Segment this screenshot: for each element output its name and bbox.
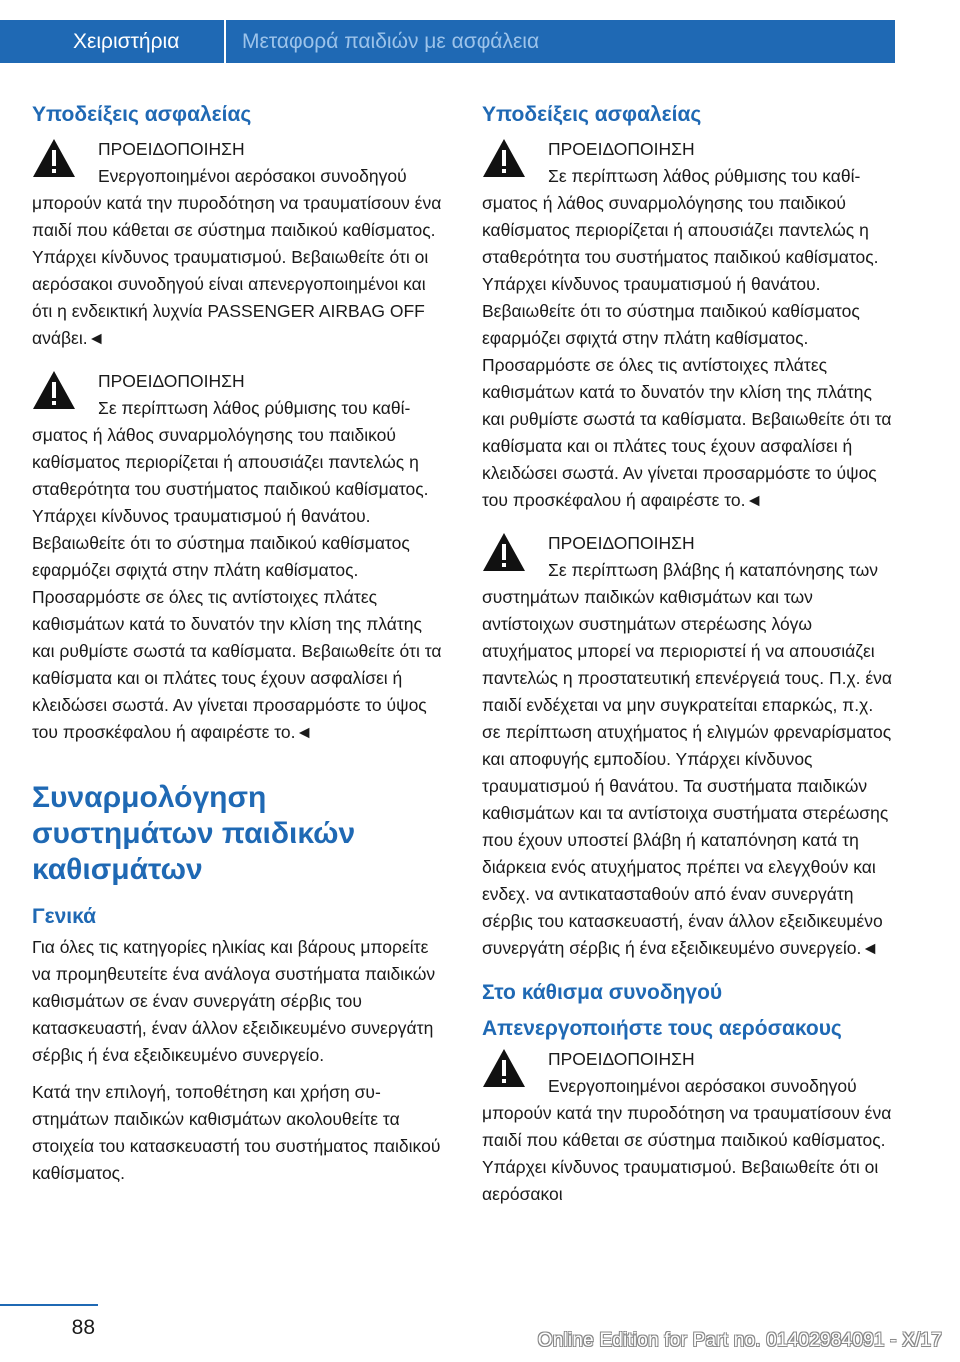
warning-triangle-icon xyxy=(482,1048,526,1088)
left-column xyxy=(32,100,444,1197)
warning-text: Σε περίπτωση λάθος ρύθμισης του καθίσματος ή λάθος συναρμολόγησης του παιδικού καθίσματος περιορίζεται ή απουσιάζει παντελώς η σταθερότητα του συστήματος παιδικού καθίσματος. Υπάρχει κίνδυνος τραυματισμού ή θανάτου. Βεβαιωθείτε ότι το σύστημα παιδικού καθίσματος εφαρμόζει σφιχτά στην πλάτη καθίσματος. Προσαρμόστε σε όλες τις αντίστοιχες πλάτες καθισμάτων κατά το δυνατόν την κλίση της πλάτης και ρυθμίστε σωστά τα καθίσματα. Βεβαιωθείτε ότι τα καθίσματα και οι πλάτες τους έχουν ασφαλίσει ή κλειδώσει σωστά. Αν γίνεται προσαρμόστε το ύψος του προσκέφαλου ή αφαιρέστε το.◄ xyxy=(482,166,892,510)
footer-rule xyxy=(0,1304,98,1306)
warning-text: Σε περίπτωση λάθος ρύθμισης του καθίσματος ή λάθος συναρμολόγησης του παιδικού καθίσματος περιορίζεται ή απουσιάζει παντελώς η σταθερότητα του συστήματος παιδικού καθίσματος. Υπάρχει κίνδυνος τραυματισμού ή θανάτου. Βεβαιωθείτε ότι το σύστημα παιδικού καθίσματος εφαρμόζει σφιχτά στην πλάτη καθίσματος. Προσαρμόστε σε όλες τις αντίστοιχες πλάτες καθισμάτων κατά το δυνατόν την κλίση της πλάτης και ρυθμίστε σωστά τα καθίσματα. Βεβαιωθείτε ότι τα καθίσματα και οι πλάτες τους έχουν ασφαλίσει ή κλειδώσει σωστά. Αν γίνεται προσαρμόστε το ύψος του προσκέφαλου ή αφαιρέστε το.◄ xyxy=(32,398,442,742)
header-divider xyxy=(224,20,226,63)
deactivate-airbags-heading: Απενεργοποιήστε τους αερόσακους xyxy=(482,1017,842,1040)
warning-triangle-icon xyxy=(32,138,76,178)
warning-label: ΠΡΟΕΙΔΟΠΟΙΗΣΗ xyxy=(548,139,695,159)
tab-controls[interactable]: Χειριστήρια xyxy=(73,30,180,53)
warning-label: ΠΡΟΕΙΔΟΠΟΙΗΣΗ xyxy=(548,533,695,553)
breadcrumb[interactable]: Μεταφορά παιδιών με ασφάλεια xyxy=(242,30,540,53)
warning-block xyxy=(482,136,894,514)
warning-block xyxy=(482,1046,894,1208)
edition-watermark: Online Edition for Part no. 01402984091 - X/17 xyxy=(537,1330,942,1351)
safety-notes-heading: Υποδείξεις ασφαλείας xyxy=(32,103,252,126)
safety-notes-heading: Υποδείξεις ασφαλείας xyxy=(482,103,702,126)
header-bar xyxy=(0,20,895,63)
right-column xyxy=(482,100,894,1224)
warning-label: ΠΡΟΕΙΔΟΠΟΙΗΣΗ xyxy=(98,139,245,159)
passenger-seat-heading: Στο κάθισμα συνοδηγού xyxy=(482,981,723,1004)
warning-triangle-icon xyxy=(32,370,76,410)
warning-label: ΠΡΟΕΙΔΟΠΟΙΗΣΗ xyxy=(98,371,245,391)
warning-block xyxy=(482,530,894,962)
warning-text: Ενεργοποιημένοι αερόσακοι συνοδηγού μπορούν κατά την πυροδότηση να τραυματίσουν ένα παιδί που κάθεται σε σύστημα παιδικού καθίσματος. Υπάρχει κίνδυνος τραυματισμού. Βεβαιωθείτε ότι οι αερόσακοι xyxy=(482,1076,892,1204)
warning-label: ΠΡΟΕΙΔΟΠΟΙΗΣΗ xyxy=(548,1049,695,1069)
general-heading: Γενικά xyxy=(32,905,97,928)
warning-text: Ενεργοποιημένοι αερόσακοι συνοδηγού μπορούν κατά την πυροδότηση να τραυματίσουν ένα παιδί που κάθεται σε σύστημα παιδικού καθίσματος. Υπάρχει κίνδυνος τραυματισμού. Βεβαιωθείτε ότι οι αερόσακοι συνοδηγού είναι απενεργοποιημένοι και ότι η ενδεικτική λυχνία PASSENGER AIRBAG OFF ανάβει.◄ xyxy=(32,166,442,348)
page-number: 88 xyxy=(71,1316,95,1339)
section-title: Συναρμολόγηση συστημάτων παιδικών καθισμάτων xyxy=(32,781,356,886)
warning-block xyxy=(32,136,444,352)
warning-block xyxy=(32,368,444,746)
warning-triangle-icon xyxy=(482,532,526,572)
warning-text: Σε περίπτωση βλάβης ή καταπόνησης των συστημάτων παιδικών καθισμάτων και των αντίστοιχων συστημάτων στερέωσης λόγω ατυχήματος μπορεί να περιοριστεί ή να απουσιάζει παντελώς η προστατευτική επενέργειά τους. Π.χ. ένα παιδί ενδέχεται να μην συγκρατείται επαρκώς, π.χ. σε περίπτωση ατυχήματος ή ελιγμών φρεναρίσματος και αποφυγής εμποδίου. Υπάρχει κίνδυνος τραυματισμού ή θανάτου. Τα συστήματα παιδικών καθισμάτων και τα αντίστοιχα συστήματα στερέωσης που έχουν υποστεί βλάβη ή καταπόνηση κατά τη διάρκεια ενός ατυχήματος πρέπει να ελεγχθούν και ενδεχ. να αντικατασταθούν από έναν συνεργάτη σέρβις του κατασκευαστή, έναν άλλον εξειδικευμένο συνεργάτη σέρβις ή ένα εξειδικευμένο συνεργείο.◄ xyxy=(482,560,893,958)
general-paragraph-2: Κατά την επιλογή, τοποθέτηση και χρήση συστημάτων παιδικών καθισμάτων ακολουθείτε τα στοιχεία του κατασκευαστή του συστήματος παιδικού καθίσματος. xyxy=(32,1082,441,1183)
warning-triangle-icon xyxy=(482,138,526,178)
general-paragraph-1: Για όλες τις κατηγορίες ηλικίας και βάρους μπορείτε να προμηθευτείτε ένα ανάλογα συστήματα παιδικών καθισμάτων σε έναν συνεργάτη σέρβις του κατασκευαστή, έναν άλλον εξειδικευμένο συνεργάτη σέρβις ή ένα εξειδικευμένο συνεργείο. xyxy=(32,937,436,1065)
